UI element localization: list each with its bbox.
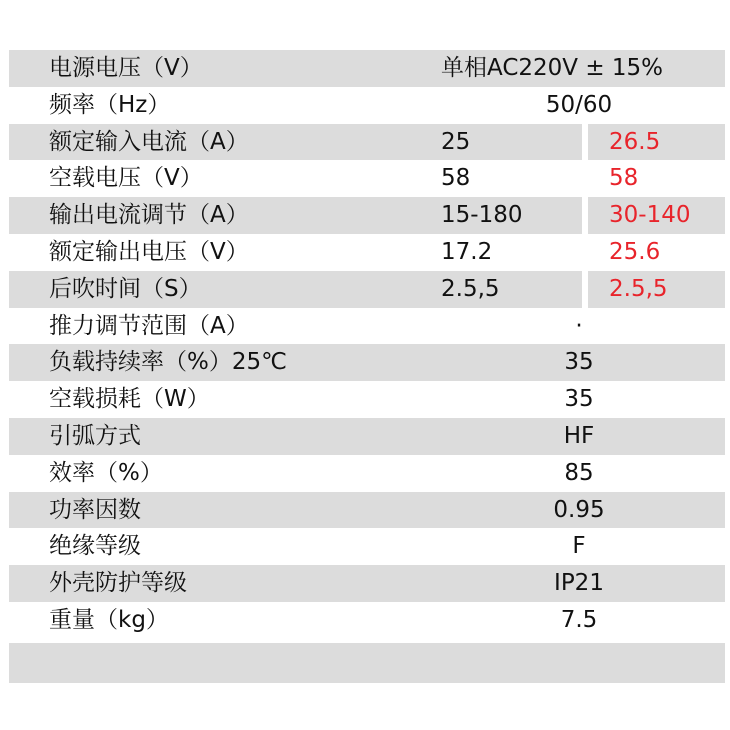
column-divider (582, 271, 588, 308)
spec-value: 35 (564, 349, 594, 376)
spec-row (9, 418, 725, 455)
spec-label: 额定输出电压（V） (49, 238, 249, 265)
spec-value-alt: 25.6 (609, 238, 661, 265)
spec-value: F (572, 533, 586, 560)
spec-value-alt: 26.5 (609, 128, 661, 155)
spec-row (9, 344, 725, 381)
spec-label: 外壳防护等级 (49, 570, 187, 597)
spec-label: 重量（kg） (49, 606, 169, 633)
spec-label: 额定输入电流（A） (49, 128, 249, 155)
spec-value: 17.2 (441, 238, 493, 265)
spec-value-alt: 30-140 (609, 202, 691, 229)
spec-label: 电源电压（V） (49, 55, 203, 81)
spec-row (9, 528, 725, 565)
spec-label: 功率因数 (49, 496, 141, 523)
spec-label: 输出电流调节（A） (49, 202, 249, 229)
spec-value: 50/60 (545, 91, 613, 118)
spec-value: 25 (441, 128, 471, 155)
table-footer-bar (9, 643, 725, 683)
spec-row (9, 381, 725, 418)
spec-value-alt: 2.5,5 (609, 275, 668, 302)
column-divider (582, 160, 588, 197)
column-divider (582, 124, 588, 161)
spec-value: 35 (564, 386, 594, 413)
spec-value: 58 (441, 165, 471, 192)
spec-label: 后吹时间（S） (49, 275, 202, 302)
spec-table (9, 50, 725, 683)
spec-label: 引弧方式 (49, 422, 141, 449)
spec-row (9, 197, 725, 234)
spec-row (9, 308, 725, 345)
spec-value-alt: 58 (609, 165, 639, 192)
spec-value: 85 (564, 459, 594, 486)
spec-row (9, 50, 725, 87)
spec-label: 空载损耗（W） (49, 386, 210, 413)
spec-label: 负载持续率（%）25℃ (49, 349, 287, 376)
spec-value: 7.5 (560, 606, 598, 633)
spec-label: 空载电压（V） (49, 165, 203, 192)
spec-value: 2.5,5 (441, 275, 500, 302)
spec-value: 单相AC220V ± 15% (441, 55, 664, 81)
spec-row (9, 160, 725, 197)
spec-row (9, 124, 725, 161)
spec-row (9, 271, 725, 308)
spec-row (9, 565, 725, 602)
column-divider (582, 197, 588, 234)
spec-label: 频率（Hz） (49, 91, 171, 118)
spec-row (9, 234, 725, 271)
spec-value: · (575, 312, 583, 339)
spec-value: IP21 (554, 570, 604, 597)
spec-label: 推力调节范围（A） (49, 312, 249, 339)
spec-label: 绝缘等级 (49, 533, 141, 560)
column-divider (582, 234, 588, 271)
spec-row (9, 87, 725, 124)
spec-label: 效率（%） (49, 459, 163, 486)
spec-value: 0.95 (553, 496, 605, 523)
spec-row (9, 492, 725, 529)
spec-row (9, 602, 725, 639)
spec-value: 15-180 (441, 202, 523, 229)
spec-row (9, 455, 725, 492)
spec-value: HF (563, 422, 595, 449)
